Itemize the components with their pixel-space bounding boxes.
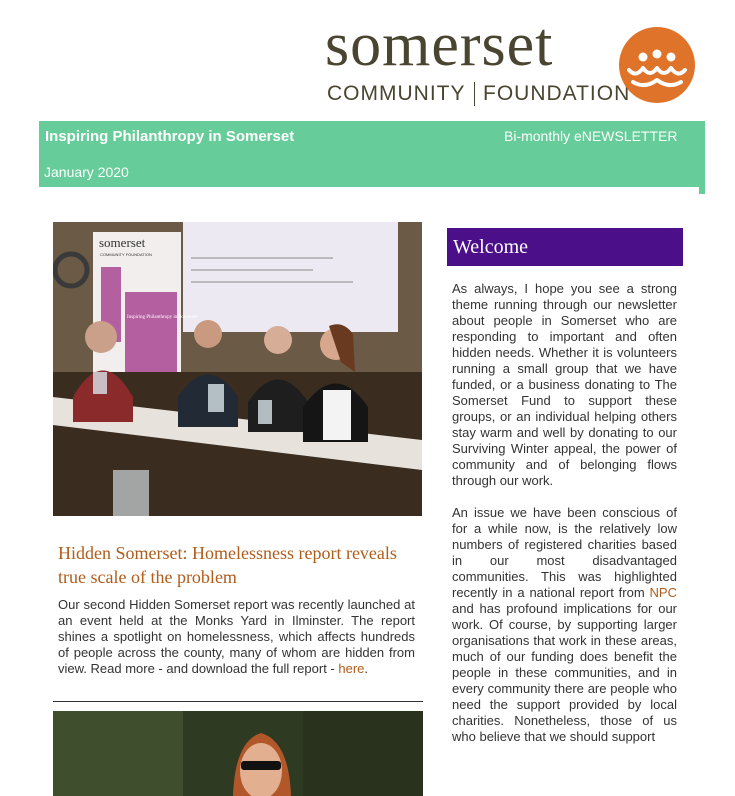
article-read-more-link[interactable]: here (338, 661, 365, 676)
banner-edge (699, 187, 705, 194)
photo-banner-subtitle: COMMUNITY FOUNDATION (100, 252, 152, 257)
article-body (58, 597, 415, 677)
welcome-heading: Welcome (447, 228, 683, 266)
banner-newsletter-label: Bi-monthly eNEWSLETTER (504, 128, 678, 144)
article-end: . (364, 661, 369, 676)
npc-link[interactable]: NPC (649, 585, 677, 600)
banner-title: Inspiring Philanthropy in Somerset (45, 128, 295, 145)
welcome-p2-text-a: An issue we have been conscious of for a while now, is the relatively low numbers of registered charities based in our most disadvantaged communities. This was highlighted recently in a national report from (452, 505, 677, 600)
welcome-paragraph-2 (452, 505, 677, 745)
logo-people-icon (619, 27, 695, 103)
logo-separator (474, 82, 476, 106)
welcome-body (452, 281, 677, 761)
welcome-p2-text-b: and has profound implications for our work. Of course, by supporting larger organisations that work in these areas, much of our funding does benefit the people in these communities, and in every community there are people who need the support provided by local charities. Nonetheless, those of us who believe that we should support (452, 601, 677, 744)
section-divider (53, 701, 423, 702)
logo-wordmark: somerset (325, 11, 554, 79)
banner-date: January 2020 (44, 164, 129, 180)
logo-sub-foundation: FOUNDATION (483, 82, 631, 105)
event-panel-photo[interactable] (53, 222, 422, 516)
article-title[interactable]: Hidden Somerset: Homelessness report reveals true scale of the problem (58, 543, 397, 587)
logo-subtitle (327, 82, 630, 106)
article-text: Our second Hidden Somerset report was recently launched at an event held at the Monks Yard in Ilminster. The report shines a spotlight on homelessness, which affects hundreds of people across the county, many of whom are hidden from view. Read more - and download the full report - (58, 597, 415, 676)
photo-banner-wordmark: somerset (99, 235, 146, 250)
welcome-paragraph-1: As always, I hope you see a strong theme running through our newsletter about people in Somerset who are responding to important and often hidden needs. Whether it is volunteers running a small group that we have funded, or a business donating to The Somerset Fund to support these groups, or an individual helping others stay warm and well by donating to our Surviving Winter appeal, the power of community and of belonging flows through our work. (452, 281, 677, 488)
volunteer-photo[interactable] (53, 711, 423, 796)
photo-banner-slogan: Inspiring Philanthropy in Somerset (127, 315, 198, 320)
logo-sub-community: COMMUNITY (327, 82, 466, 105)
